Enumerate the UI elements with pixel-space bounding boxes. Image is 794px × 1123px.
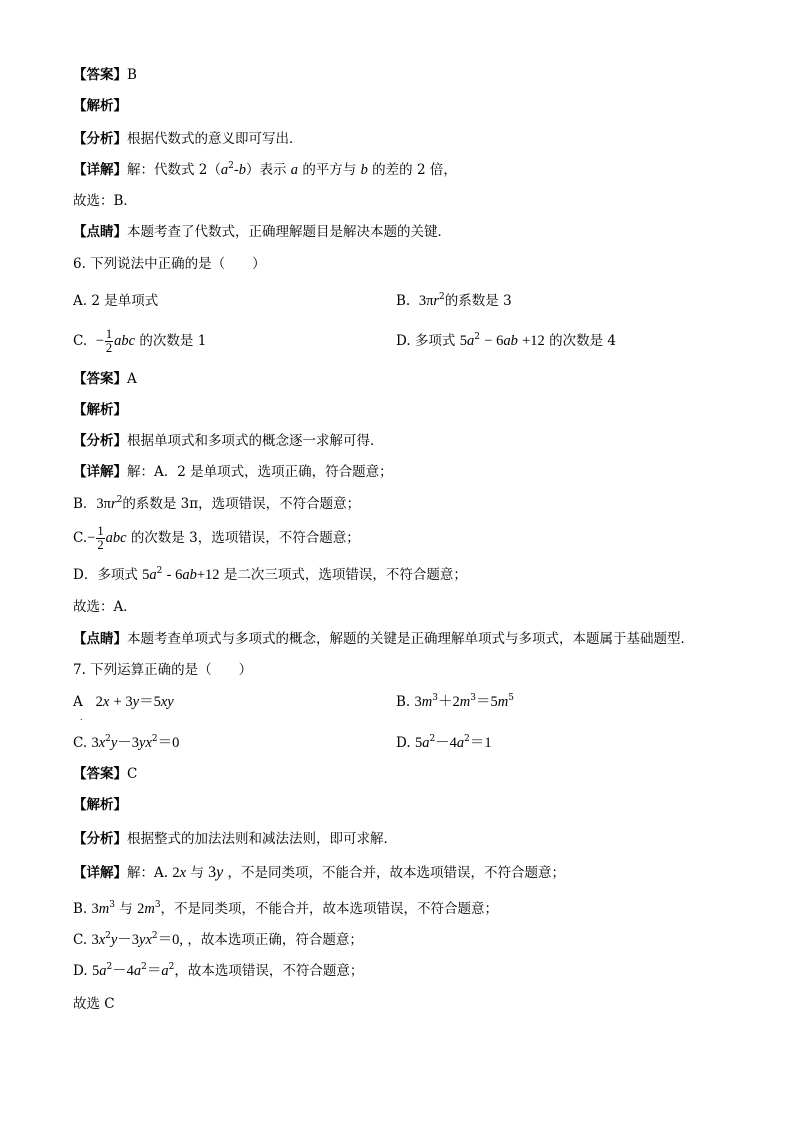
fenxi-text: 根据单项式和多项式的概念逐一求解可得． xyxy=(127,433,384,449)
xiangjie-text: 与 xyxy=(190,865,204,881)
option-text: 的次数是 1 xyxy=(139,333,207,349)
detail-label: C. xyxy=(73,932,88,948)
q7-option-d: D. $5a^2-4a^2=1$ xyxy=(396,734,492,751)
option-text: 的次数是 4 xyxy=(549,333,616,349)
detail-label: B． xyxy=(73,496,97,512)
detail-text: 是二次三项式，选项错误，不符合题意； xyxy=(223,567,467,583)
q6-detail-d: D．多项式 $5a^2 - 6ab+12$ 是二次三项式，选项错误，不符合题意； xyxy=(73,566,467,583)
q7-stem: 7. 下列运算正确的是（ ） xyxy=(73,662,253,678)
dianjing-text: 本题考查了代数式，正确理解题目是解决本题的关键． xyxy=(127,224,451,240)
xiangjie-text: 的平方与 xyxy=(302,162,357,178)
xiangjie-tag: 【详解】 xyxy=(73,162,127,178)
dianjing-text: 本题考查单项式与多项式的概念，解题的关键是正确理解单项式与多项式，本题属于基础题型． xyxy=(127,631,694,647)
fenxi-tag: 【分析】 xyxy=(73,131,127,147)
fenxi-tag: 【分析】 xyxy=(73,433,127,449)
q7-detail-d: D. $5a^2-4a^2=a^2$，故本选项错误，不符合题意； xyxy=(73,962,364,979)
q5-choice-line: 故选：B． xyxy=(73,193,137,209)
answer-tag: 【答案】 xyxy=(73,371,127,387)
fraction-half: $\frac{1}{2}$ xyxy=(97,524,104,552)
q5-xiangjie-line: 【详解】解：代数式 $2(a^2-b)$表示 a 的平方与 b 的差的 2 倍， xyxy=(73,161,457,178)
answer-value: C xyxy=(127,766,138,782)
xiangjie-text: 解：代数式 2（ xyxy=(127,162,221,178)
answer-value: B xyxy=(127,67,137,83)
xiangjie-text: ）表示 xyxy=(245,162,287,178)
q6-dianjing-line xyxy=(73,630,694,648)
detail-text: ，不是同类项，不能合并，故本选项错误，不符合题意； xyxy=(160,901,499,917)
q6-jiexi-heading: 【解析】 xyxy=(73,402,127,418)
q7-option-c: C. $3x^2y-3yx^2=0$ xyxy=(73,734,180,751)
q6-option-d: D. 多项式 $5a^2 - 6ab +12$ 的次数是 4 xyxy=(396,332,616,349)
detail-text: ，故本选项正确，符合题意； xyxy=(187,932,363,948)
option-text: 的系数是 3 xyxy=(444,293,512,309)
math-expr: 3π xyxy=(418,293,434,309)
xiangjie-tag: 【详解】 xyxy=(73,865,127,881)
answer-tag: 【答案】 xyxy=(73,766,127,782)
detail-text: 的系数是 3π，选项错误，不符合题意； xyxy=(122,496,361,512)
q6-answer-line xyxy=(73,370,137,388)
detail-label: D. xyxy=(73,963,88,979)
q7-choice-line: 故选 C xyxy=(73,996,115,1012)
xiangjie-text: ，不是同类项，不能合并，故本选项错误，不符合题意； xyxy=(227,865,566,881)
q6-choice-line: 故选：A． xyxy=(73,599,137,615)
q6-option-a: A. 2 是单项式 xyxy=(73,293,159,309)
q5-fenxi-line xyxy=(73,130,303,148)
detail-label: D．多项式 xyxy=(73,567,138,583)
detail-text: ，故本选项错误，不符合题意； xyxy=(174,963,364,979)
dianjing-tag: 【点睛】 xyxy=(73,631,127,647)
answer-value: A xyxy=(127,371,137,387)
option-label: D. 多项式 xyxy=(396,333,456,349)
option-label: B. xyxy=(396,293,411,309)
q7-detail-c: C. $3x^2y-3yx^2=0$, ，故本选项正确，符合题意； xyxy=(73,931,363,948)
fenxi-text: 根据整式的加法法则和减法法则，即可求解． xyxy=(127,831,397,847)
option-label: A xyxy=(73,694,83,710)
q6-detail-b: B．$3\pi r^2$的系数是 3π，选项错误，不符合题意； xyxy=(73,495,361,512)
detail-label: B. xyxy=(73,901,88,917)
answer-tag: 【答案】 xyxy=(73,67,127,83)
q7-jiexi-heading: 【解析】 xyxy=(73,797,127,813)
q6-option-b: B. $3\pi r^2$的系数是 3 xyxy=(396,292,512,309)
fenxi-text: 根据代数式的意义即可写出． xyxy=(127,131,303,147)
xiangjie-tag: 【详解】 xyxy=(73,464,127,480)
q5-answer-line xyxy=(73,66,137,84)
q7-answer-line xyxy=(73,765,137,783)
xiangjie-text: 解：A．2 是单项式，选项正确，符合题意； xyxy=(127,464,393,480)
q5-dianjing-line xyxy=(73,223,451,241)
q6-stem: 6. 下列说法中正确的是（ ） xyxy=(73,256,266,272)
q6-detail-c: C.− $\frac{1}{2}$ abc 的次数是 3，选项错误，不符合题意； xyxy=(73,524,360,552)
detail-label: C. xyxy=(73,530,88,546)
dianjing-tag: 【点睛】 xyxy=(73,224,127,240)
option-label: C. xyxy=(73,333,88,349)
option-label: D. xyxy=(396,735,411,751)
q6-option-c: C. − $\frac{1}{2}$ abc 的次数是 1 xyxy=(73,327,207,355)
q5-jiexi-heading: 【解析】 xyxy=(73,98,127,114)
fraction-half: $\frac{1}{2}$ xyxy=(105,327,113,355)
math-expr: a xyxy=(220,162,229,178)
stray-dot: . xyxy=(80,713,83,722)
detail-text: 与 xyxy=(119,901,133,917)
q7-option-a: A 2x + 3y＝5xy xyxy=(73,694,174,710)
detail-text: 的次数是 3，选项错误，不符合题意； xyxy=(130,530,360,546)
q7-option-b: B. $3m^3+2m^3=5m^5$ xyxy=(396,693,514,710)
math-expr: 3π xyxy=(96,496,111,512)
xiangjie-text: 解：A. xyxy=(127,865,169,881)
option-label: B. xyxy=(396,694,411,710)
option-label: C. xyxy=(73,735,88,751)
q7-detail-b: B. $3m^3$ 与 $2m^3$，不是同类项，不能合并，故本选项错误，不符合题意； xyxy=(73,900,499,917)
q6-fenxi-line xyxy=(73,432,384,450)
q6-xiangjie-line xyxy=(73,463,393,481)
fenxi-tag: 【分析】 xyxy=(73,831,127,847)
xiangjie-text: 的差的 2 倍， xyxy=(372,162,457,178)
q7-fenxi-line xyxy=(73,830,397,848)
q7-xiangjie-line: 【详解】解：A. 2x 与 3y ，不是同类项，不能合并，故本选项错误，不符合题意； xyxy=(73,864,566,881)
